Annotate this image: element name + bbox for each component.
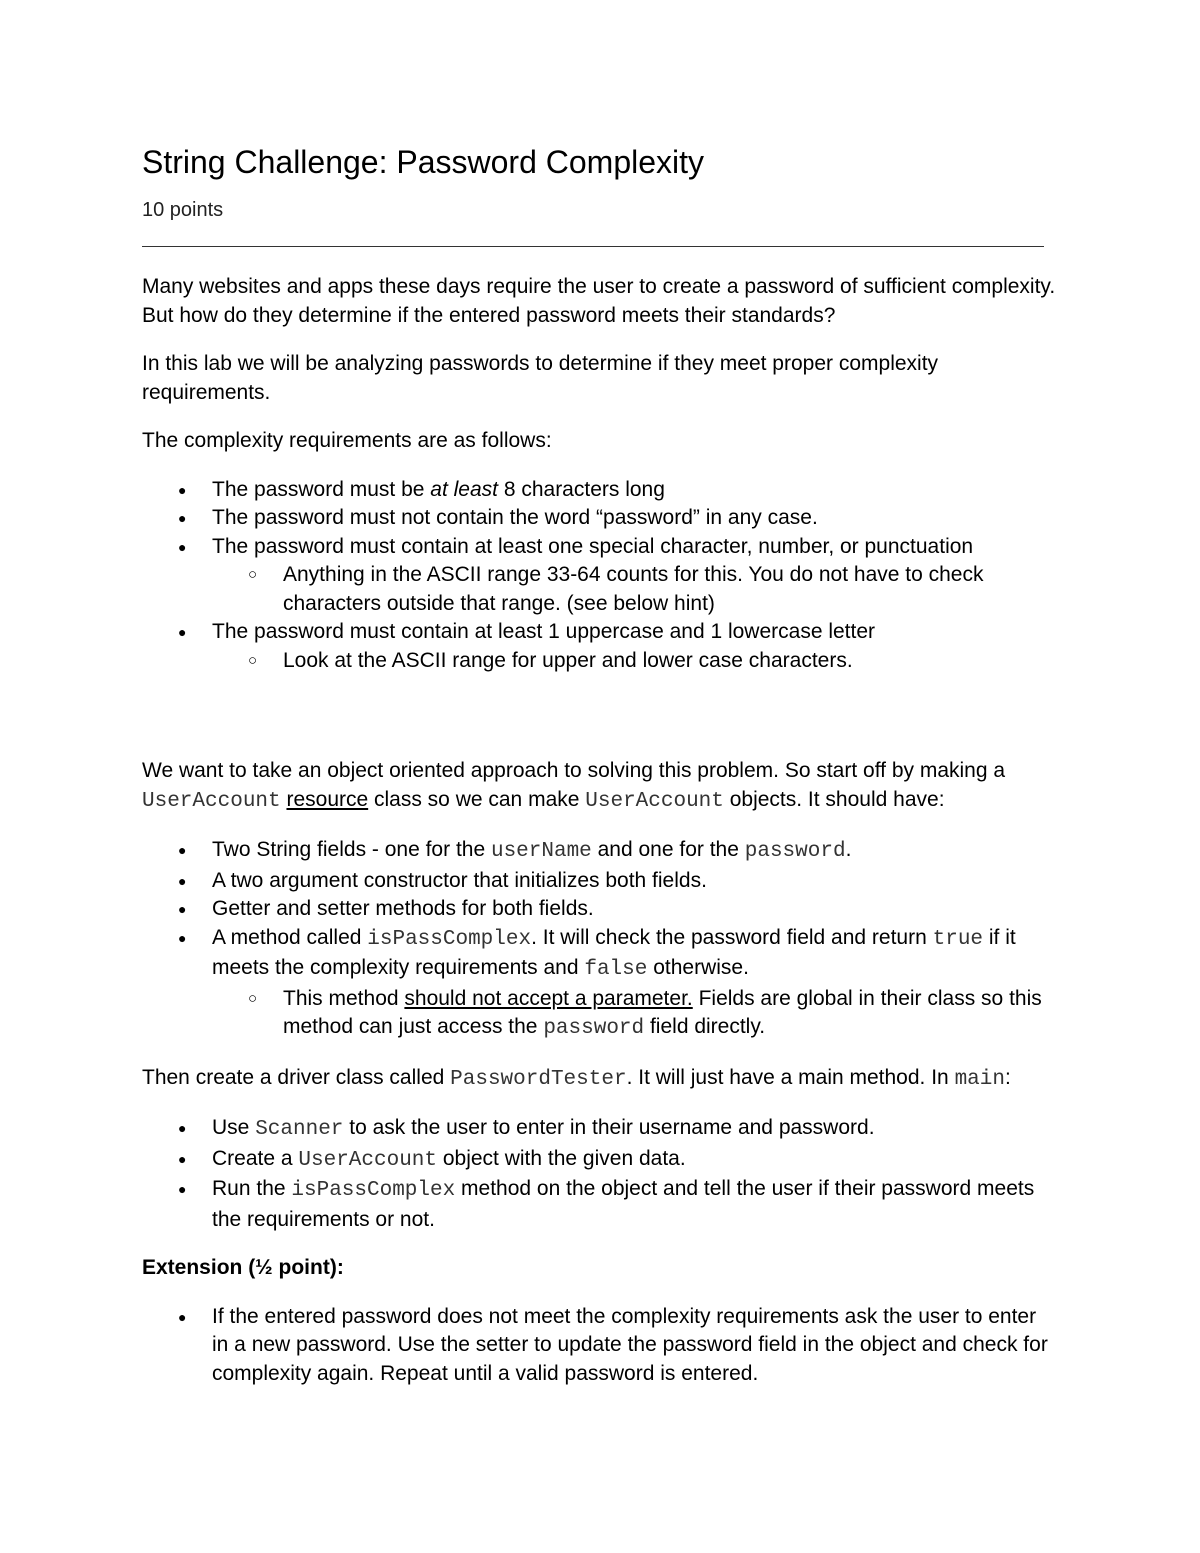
list-item: ● If the entered password does not meet the complexity requirements ask the user to enter in a new password. Use the setter to update the password field in the object and check for complexity again. Repeat until a valid password is entered.: [142, 1303, 1057, 1389]
sub-list-item: ○ Look at the ASCII range for upper and lower case characters.: [212, 647, 1057, 676]
intro-paragraph-2: In this lab we will be analyzing passwords to determine if they meet proper complexity requirements.: [142, 352, 939, 404]
list-item: ● The password must contain at least 1 uppercase and 1 lowercase letter ○ Look at the ASCII range for upper and lower case characters.: [142, 618, 1057, 675]
list-item: ● Create a UserAccount object with the given data.: [142, 1145, 1057, 1176]
extension-heading: Extension (½ point):: [142, 1256, 344, 1279]
header-divider: [142, 246, 1044, 247]
driver-steps-list: [142, 1114, 1057, 1234]
intro-paragraph-1: Many websites and apps these days require the user to create a password of sufficient complexity. But how do they determine if the entered password meets their standards?: [142, 275, 1056, 327]
list-item: ● Use Scanner to ask the user to enter in their username and password.: [142, 1114, 1057, 1145]
intro-paragraph-3: The complexity requirements are as follows:: [142, 429, 552, 452]
page-title: String Challenge: Password Complexity: [142, 144, 705, 180]
list-item: ● The password must contain at least one special character, number, or punctuation ○ Anything in the ASCII range 33-64 counts for this. You do not have to check characters outside that range. (see below hint): [142, 533, 1057, 619]
sub-list-item: ○ This method should not accept a parameter. Fields are global in their class so this method can just access the password field directly.: [212, 985, 1057, 1044]
list-item: ● Getter and setter methods for both fields.: [142, 895, 1057, 924]
points-label: 10 points: [142, 199, 224, 221]
driver-paragraph: Then create a driver class called PasswordTester. It will just have a main method. In main:: [142, 1065, 1011, 1091]
list-item: ● Two String fields - one for the userName and one for the password.: [142, 836, 1057, 867]
sub-list: [212, 561, 1057, 618]
list-item: ● Run the isPassComplex method on the object and tell the user if their password meets the requirements or not.: [142, 1175, 1057, 1234]
sub-list-item: ○ Anything in the ASCII range 33-64 counts for this. You do not have to check characters outside that range. (see below hint): [212, 561, 1057, 618]
class-members-list: [142, 836, 1057, 1044]
sub-list: [212, 985, 1057, 1044]
list-item: ● A method called isPassComplex. It will check the password field and return true if it meets the complexity requirements and false otherwise. ○ This method should not accept a parameter. Fields are global in their class so this method can just access the password field directly.: [142, 924, 1057, 1044]
requirements-list: [142, 476, 1057, 676]
oop-paragraph: We want to take an object oriented approach to solving this problem. So start off by making a UserAccount resource class so we can make UserAccount objects. It should have:: [142, 759, 1006, 813]
sub-list: [212, 647, 1057, 676]
list-item: ● The password must be at least 8 characters long: [142, 476, 1057, 505]
list-item: ● The password must not contain the word “password” in any case.: [142, 504, 1057, 533]
document-body: [142, 273, 1057, 1408]
extension-list: [142, 1303, 1057, 1389]
list-item: ● A two argument constructor that initializes both fields.: [142, 867, 1057, 896]
